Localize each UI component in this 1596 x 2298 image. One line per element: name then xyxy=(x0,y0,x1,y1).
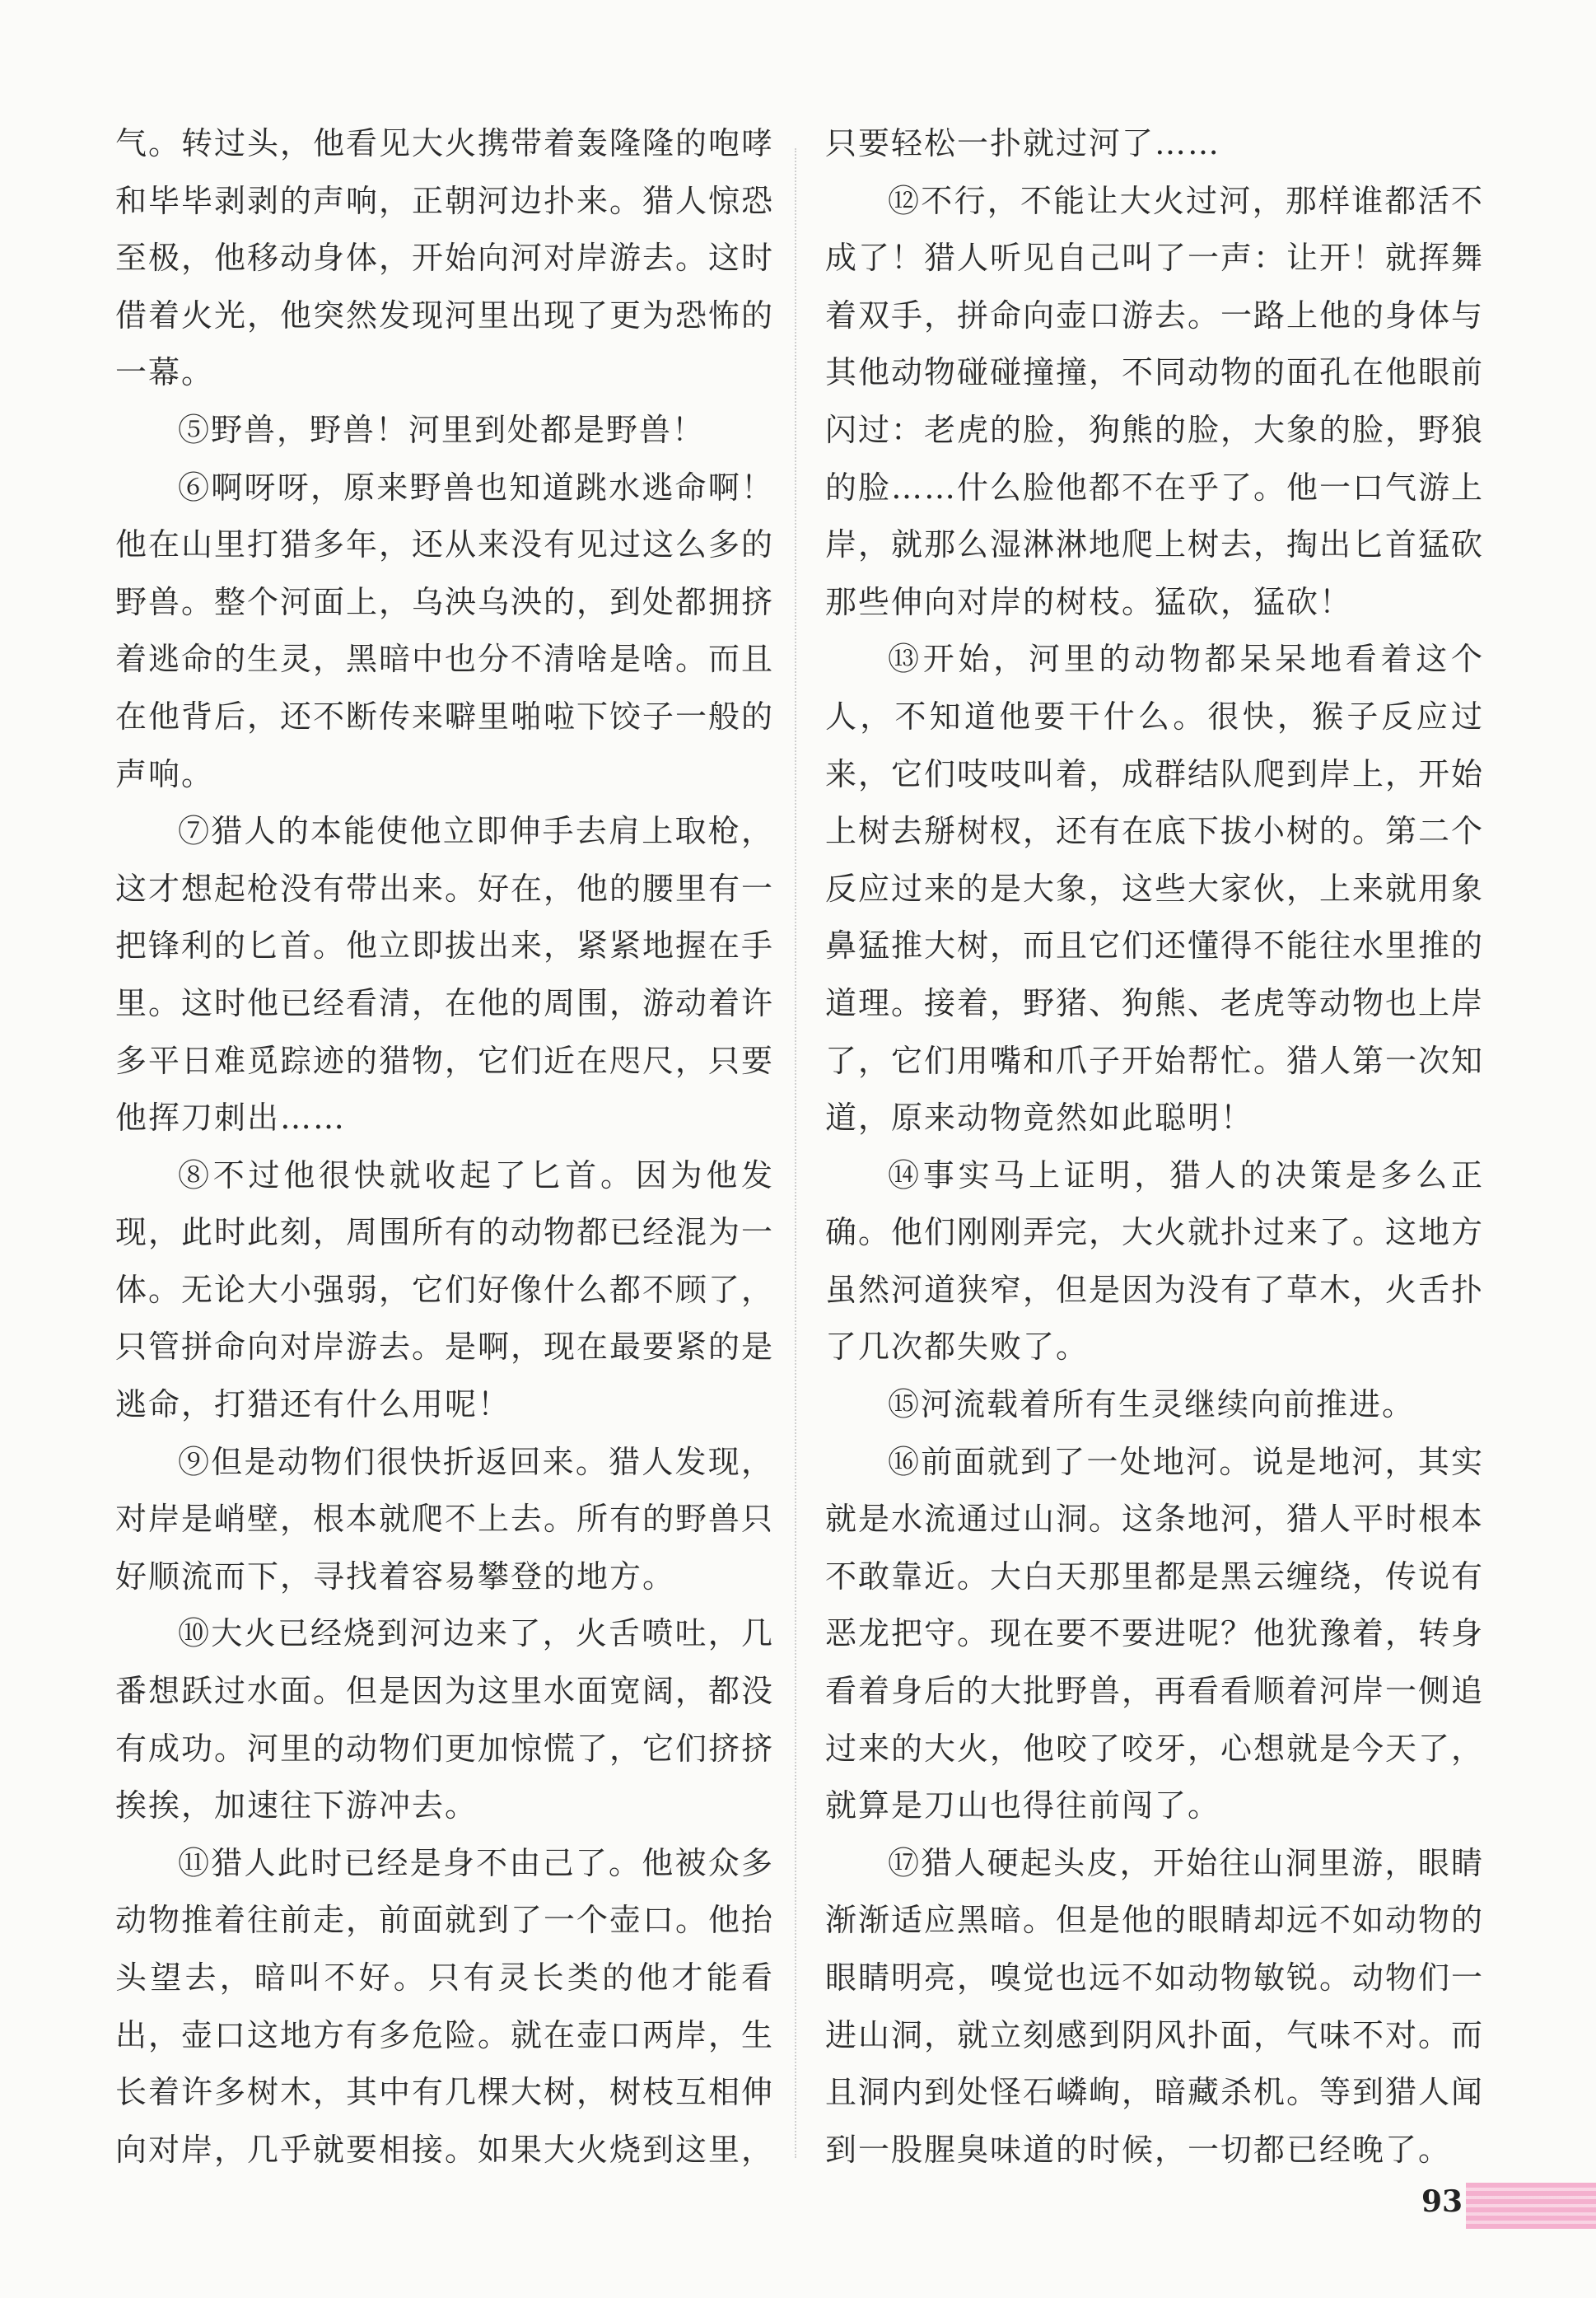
paragraph: ⑬开始，河里的动物都呆呆地看着这个人，不知道他要干什么。很快，猴子反应过来，它们吱吱叫着，成群结队爬到岸上，开始上树去掰树杈，还有在底下拔小树的。第二个反应过来的是大象，这些大家伙，上来就用象鼻猛推大树，而且它们还懂得不能往水里推的道理。接着，野猪、狗熊、老虎等动物也上岸了，它们用嘴和爪子开始帮忙。猎人第一次知道，原来动物竟然如此聪明！ xyxy=(825,641,1485,1137)
column-divider xyxy=(795,148,796,2158)
paragraph: ⑫不行，不能让大火过河，那样谁都活不成了！猎人听见自己叫了一声：让开！就挥舞着双手，拼命向壶口游去。一路上他的身体与其他动物碰碰撞撞，不同动物的面孔在他眼前闪过：老虎的脸，狗熊的脸，大象的脸，野狼的脸……什么脸他都不在乎了。他一口气游上岸，就那么湿淋淋地爬上树去，掏出匕首猛砍那些伸向对岸的树枝。猛砍，猛砍！ xyxy=(825,182,1485,620)
paragraph: ⑤野兽，野兽！河里到处都是野兽！ xyxy=(178,411,706,448)
paragraph: ⑮河流载着所有生灵继续向前推进。 xyxy=(888,1386,1416,1423)
right-column xyxy=(825,115,1484,2179)
paragraph: 只要轻松一扑就过河了…… xyxy=(825,125,1221,161)
page-number: 93 xyxy=(1421,2184,1463,2219)
paragraph: ⑰猎人硬起头皮，开始往山洞里游，眼睛渐渐适应黑暗。但是他的眼睛却远不如动物的眼睛明亮，嗅觉也远不如动物敏锐。动物们一进山洞，就立刻感到阴风扑面，气味不对。而且洞内到处怪石嶙峋，暗藏杀机。等到猎人闻到一股腥臭味道的时候，一切都已经晚了。 xyxy=(825,1844,1485,2168)
left-column xyxy=(115,115,774,2179)
paragraph: ⑭事实马上证明，猎人的决策是多么正确。他们刚刚弄完，大火就扑过来了。这地方虽然河道狭窄，但是因为没有了草木，火舌扑了几次都失败了。 xyxy=(825,1156,1485,1366)
paragraph: 气。转过头，他看见大火携带着轰隆隆的咆哮和毕毕剥剥的声响，正朝河边扑来。猎人惊恐至极，他移动身体，开始向河对岸游去。这时借着火光，他突然发现河里出现了更为恐怖的一幕。 xyxy=(115,125,775,391)
paragraph: ⑦猎人的本能使他立即伸手去肩上取枪，这才想起枪没有带出来。好在，他的腰里有一把锋利的匕首。他立即拔出来，紧紧地握在手里。这时他已经看清，在他的周围，游动着许多平日难觅踪迹的猎物，它们近在咫尺，只要他挥刀刺出…… xyxy=(115,813,775,1137)
page-number-decoration xyxy=(1466,2183,1596,2229)
paragraph: ⑨但是动物们很快折返回来。猎人发现，对岸是峭壁，根本就爬不上去。所有的野兽只好顺流而下，寻找着容易攀登的地方。 xyxy=(115,1443,775,1595)
paragraph: ⑩大火已经烧到河边来了，火舌喷吐，几番想跃过水面。但是因为这里水面宽阔，都没有成功。河里的动物们更加惊慌了，它们挤挤挨挨，加速往下游冲去。 xyxy=(115,1615,775,1824)
paragraph: ⑧不过他很快就收起了匕首。因为他发现，此时此刻，周围所有的动物都已经混为一体。无论大小强弱，它们好像什么都不顾了，只管拼命向对岸游去。是啊，现在最要紧的是逃命，打猎还有什么用呢！ xyxy=(115,1156,775,1423)
paragraph: ⑯前面就到了一处地河。说是地河，其实就是水流通过山洞。这条地河，猎人平时根本不敢靠近。大白天那里都是黑云缠绕，传说有恶龙把守。现在要不要进呢？他犹豫着，转身看着身后的大批野兽，再看看顺着河岸一侧追过来的大火，他咬了咬牙，心想就是今天了，就算是刀山也得往前闯了。 xyxy=(825,1443,1485,1824)
paragraph: ⑪猎人此时已经是身不由己了。他被众多动物推着往前走，前面就到了一个壶口。他抬头望去，暗叫不好。只有灵长类的他才能看出，壶口这地方有多危险。就在壶口两岸，生长着许多树木，其中有几棵大树，树枝互相伸向对岸，几乎就要相接。如果大火烧到这里， xyxy=(115,1844,775,2168)
paragraph: ⑥啊呀呀，原来野兽也知道跳水逃命啊！他在山里打猎多年，还从来没有见过这么多的野兽。整个河面上，乌泱乌泱的，到处都拥挤着逃命的生灵，黑暗中也分不清啥是啥。而且在他背后，还不断传来噼里啪啦下饺子一般的声响。 xyxy=(115,469,775,792)
